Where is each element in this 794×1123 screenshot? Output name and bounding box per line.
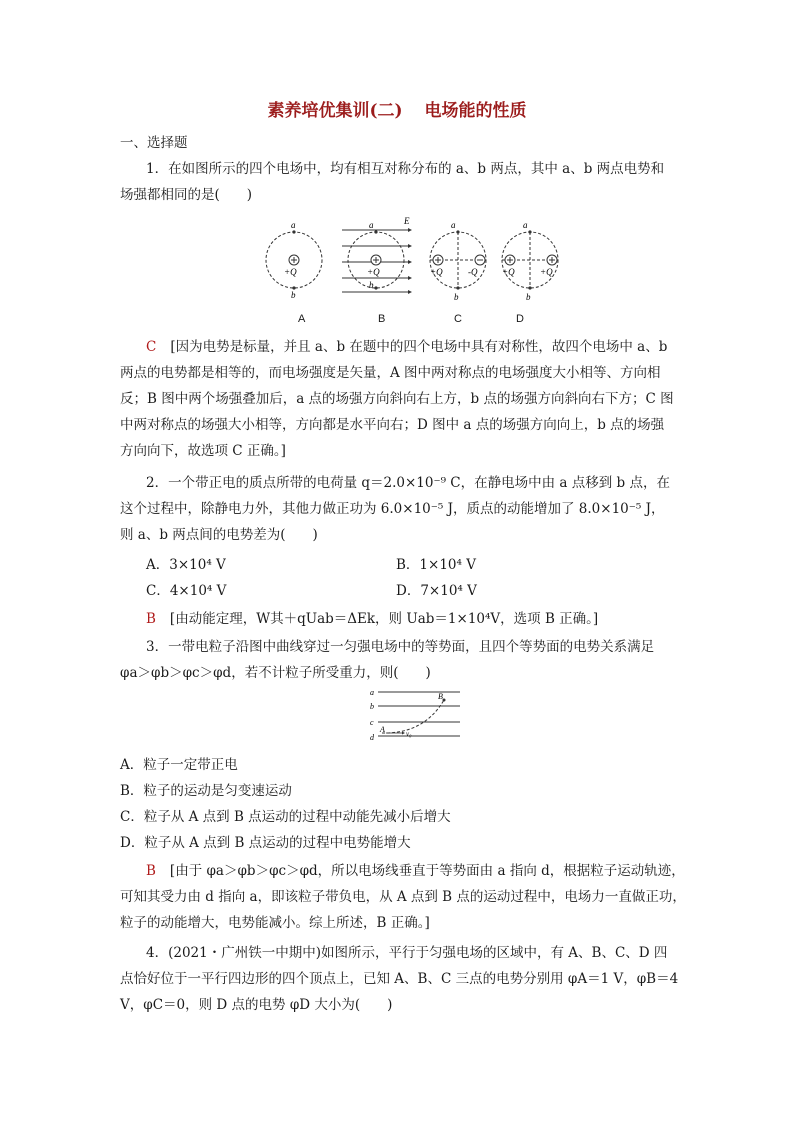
fig-b-label-a: a: [369, 220, 374, 230]
q3-option-a: A．粒子一定带正电: [120, 757, 238, 773]
q4-stem-line1: 4．(2021・广州铁一中期中)如图所示，平行于匀强电场的区域中，有 A、B、C、D 四: [146, 945, 668, 961]
q3-option-d: D．粒子从 A 点到 B 点运动的过程中电势能增大: [120, 835, 411, 851]
title-topic: 电场能的性质: [424, 101, 527, 121]
q3-stem-line1: 3．一带电粒子沿图中曲线穿过一匀强电场中的等势面，且四个等势面的电势关系满足: [146, 639, 655, 655]
q3-explanation-line3: 粒子的动能增大，电势能减小。综上所述，B 正确。]: [120, 915, 430, 931]
fig-c-neg-charge: -Q: [468, 267, 478, 277]
figure-d: [502, 220, 558, 302]
fig-b-charge: +Q: [367, 267, 380, 277]
q3-answer: B: [146, 863, 156, 879]
q3-label-d: d: [370, 733, 374, 742]
fig-b-label-e: E: [404, 216, 410, 226]
fig-a-label-b: b: [291, 290, 296, 300]
fig-a-label-a: a: [291, 220, 296, 230]
q2-options-row2: [146, 582, 706, 600]
q1-explanation-line2: 两点的电势都是相等的，而电场强度是矢量，A 图中两对称点的电场强度大小相等、方向相: [120, 365, 661, 381]
figure-a: [266, 220, 322, 300]
q1-figure: [258, 212, 598, 332]
fig-b-label-b: b: [369, 280, 374, 290]
figure-b: [342, 216, 412, 294]
fig-c-label-a: a: [451, 220, 456, 230]
q2-option-d: D．7×10⁴ V: [396, 583, 477, 599]
q2-stem-line3: 则 a、b 两点间的电势差为( ): [120, 527, 318, 543]
title-series: 素养培优集训(二): [267, 101, 403, 121]
q1-explanation-line3: 反；B 图中两个场强叠加后，a 点的场强方向斜向右上方，b 点的场强方向斜向右下方；C 图: [120, 391, 674, 407]
q1-explanation-line1: C [因为电势是标量，并且 a、b 在题中的四个电场中具有对称性，故四个电场中 a、b: [146, 339, 668, 355]
q3-figure: [368, 686, 468, 746]
q3-label-a: a: [370, 688, 374, 697]
q2-explanation: B [由动能定理，W其＋qUab＝ΔEk，则 Uab＝1×10⁴V，选项 B 正确。]: [146, 611, 599, 627]
q1-explanation-line4: 中两对称点的场强大小相等，方向都是水平向右；D 图中 a 点的场强方向向上，b 点的场强: [120, 417, 665, 433]
q1-stem-line1: 1．在如图所示的四个电场中，均有相互对称分布的 a、b 两点，其中 a、b 两点电势和: [146, 161, 665, 177]
q2-stem-line1: 2．一个带正电的质点所带的电荷量 q＝2.0×10⁻⁹ C，在静电场中由 a 点移到 b 点，在: [146, 475, 670, 491]
q4-stem-line2: 点恰好位于一平行四边形的四个顶点上，已知 A、B、C 三点的电势分别用 φA＝1 V，φB＝4: [120, 971, 679, 987]
q3-label-c: c: [370, 718, 374, 727]
q3-point-b: B: [438, 692, 443, 701]
q2-option-a: A．3×10⁴ V: [146, 557, 226, 573]
q3-stem-line2: φa＞φb＞φc＞φd，若不计粒子所受重力，则( ): [120, 665, 431, 681]
page-title: [0, 96, 794, 121]
section-heading: 一、选择题: [120, 135, 188, 151]
fig-d-charge-right: +Q: [540, 267, 553, 277]
q2-stem-line2: 这个过程中，除静电力外，其他力做正功为 6.0×10⁻⁵ J，质点的动能增加了 8.0×10⁻⁵ J，: [120, 501, 665, 517]
q3-label-b: b: [370, 702, 374, 711]
q3-explanation-line2: 可知其受力由 d 指向 a，即该粒子带负电，从 A 点到 B 点的运动过程中，电场力一直做正功，: [120, 889, 686, 905]
q1-stem-line2: 场强都相同的是( ): [120, 187, 253, 203]
fig-d-charge-left: +Q: [502, 267, 515, 277]
q3-velocity: v₀: [406, 730, 412, 738]
q3-point-a: A: [380, 725, 385, 734]
q1-explanation-line5: 方向向下，故选项 C 正确。]: [120, 443, 286, 459]
q3-option-c: C．粒子从 A 点到 B 点运动的过程中动能先减小后增大: [120, 809, 451, 825]
q2-options-row1: [146, 556, 706, 574]
q2-option-b: B．1×10⁴ V: [396, 557, 476, 573]
fig-c-pos-charge: +Q: [430, 267, 443, 277]
q2-answer: B: [146, 611, 156, 627]
fig-d-label-a: a: [523, 220, 528, 230]
q3-option-b: B．粒子的运动是匀变速运动: [120, 783, 292, 799]
fig-label-b: B: [378, 313, 386, 325]
fig-label-d: D: [516, 313, 524, 325]
q1-answer: C: [146, 339, 157, 355]
fig-d-label-b: b: [526, 292, 531, 302]
figure-c: [430, 220, 486, 302]
fig-c-label-b: b: [454, 292, 459, 302]
q4-stem-line3: V，φC＝0，则 D 点的电势 φD 大小为( ): [120, 997, 393, 1013]
q2-option-c: C．4×10⁴ V: [146, 583, 227, 599]
fig-label-a: A: [298, 313, 306, 325]
fig-label-c: C: [454, 313, 462, 325]
fig-a-charge: +Q: [284, 267, 297, 277]
q3-explanation-line1: B [由于 φa＞φb＞φc＞φd，所以电场线垂直于等势面由 a 指向 d，根据粒子运动轨迹，: [146, 863, 685, 879]
